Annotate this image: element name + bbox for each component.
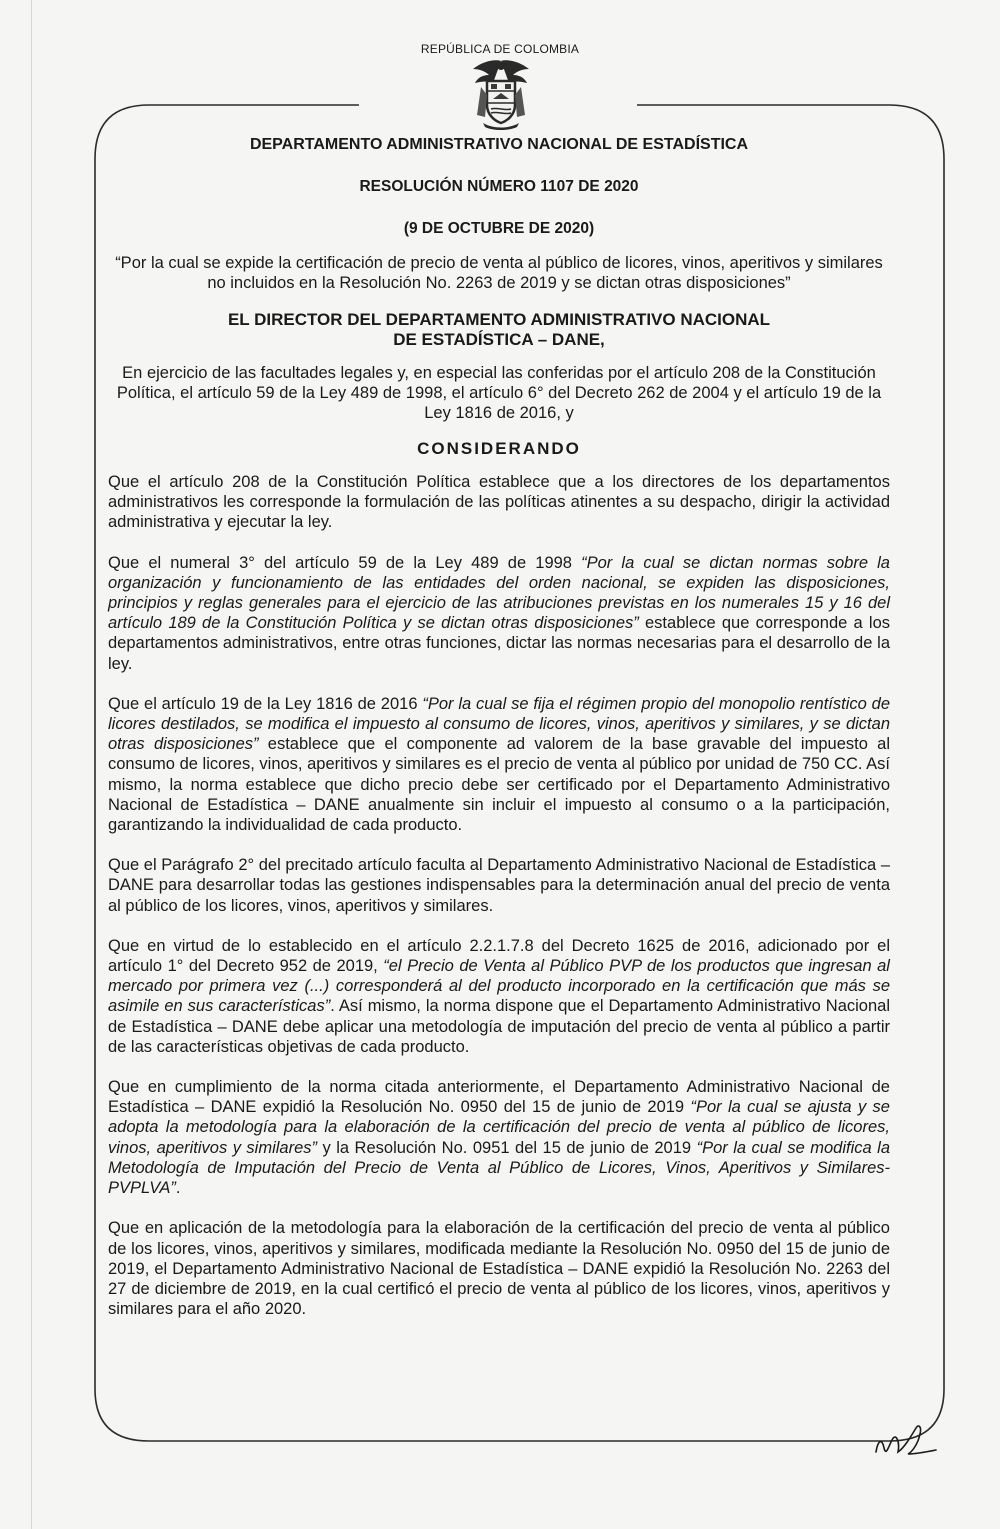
republic-heading: REPÚBLICA DE COLOMBIA [420, 42, 580, 56]
considerando-paragraph-4: Que el Parágrafo 2° del precitado artículo faculta al Departamento Administrativo Nacional de Estadística – DANE para desarrollar todas las gestiones indispensables para la determinación anual del precio de venta al público de los licores, vinos, aperitivos y similares. [108, 856, 890, 915]
considerando-paragraph-2: Que el numeral 3° del artículo 59 de la Ley 489 de 1998 “Por la cual se dictan normas sobre la organización y funcionamiento de las entidades del orden nacional, se expiden las disposiciones, principios y reglas generales para el ejercicio de las atribuciones previstas en los numerales 15 y 16 del artículo 189 de la Constitución Política y se dictan otras disposiciones” establece que corresponde a los departamentos administrativos, entre otras funciones, dictar las normas necesarias para el desarrollo de la ley. [108, 553, 891, 673]
legal-faculties-paragraph: En ejercicio de las facultades legales y, en especial las conferidas por el artículo 208 de la Constitución Política, el artículo 59 de la Ley 489 de 1998, el artículo 6° del Decreto 262 de 2004 y el artículo 19 de la Ley 1816 de 2016, y [116, 364, 882, 422]
considerando-paragraph-6: Que en cumplimiento de la norma citada anteriormente, el Departamento Administrativo Nacional de Estadística – DANE expidió la Resolución No. 0950 del 15 de junio de 2019 “Por la cual se ajusta y se adopta la metodología para la elaboración de la certificación del precio de venta al público de licores, vinos, aperitivos y similares” y la Resolución No. 0951 del 15 de junio de 2019 “Por la cual se modifica la Metodología de Imputación del Precio de Venta al Público de Licores, Vinos, Aperitivos y Similares- PVPLVA”. [108, 1078, 890, 1198]
scan-edge-line [31, 0, 32, 1529]
director-heading-line2: DE ESTADÍSTICA – DANE, [393, 330, 605, 349]
considerando-paragraph-1: Que el artículo 208 de la Constitución Política establece que a los directores de los departamentos administrativos les corresponde la formulación de las políticas atinentes a su despacho, dirigir la actividad administrativa y ejecutar la ley. [108, 473, 890, 532]
document-content [108, 136, 890, 1319]
considerando-paragraph-3: Que el artículo 19 de la Ley 1816 de 2016 “Por la cual se fija el régimen propio del monopolio rentístico de licores destilados, se modifica el impuesto al consumo de licores, vinos, aperitivos y similares, y se dictan otras disposiciones” establece que el componente ad valorem de la base gravable del impuesto al consumo de licores, vinos, aperitivos y similares es el precio de venta al público por unidad de 750 CC. Así mismo, la norma establece que dicho precio debe ser certificado por el Departamento Administrativo Nacional de Estadística – DANE anualmente sin incluir el impuesto al consumo o a la participación, garantizando la individualidad de cada producto. [108, 694, 890, 835]
considerando-paragraph-5: Que en virtud de lo establecido en el artículo 2.2.1.7.8 del Decreto 1625 de 2016, adicionado por el artículo 1° del Decreto 952 de 2019, “el Precio de Venta al Público PVP de los productos que ingresan al mercado por primera vez (...) corresponderá al del producto incorporado en la certificación que más se asimile en sus características”. Así mismo, la norma dispone que el Departamento Administrativo Nacional de Estadística – DANE debe aplicar una metodología de imputación del precio de venta al público a partir de las características objetivas de cada producto. [108, 936, 890, 1056]
director-heading [108, 310, 890, 350]
considerando-paragraph-7: Que en aplicación de la metodología para la elaboración de la certificación del precio de venta al público de los licores, vinos, aperitivos y similares, modificada mediante la Resolución No. 0950 del 15 de junio de 2019, el Departamento Administrativo Nacional de Estadística – DANE expidió la Resolución No. 2263 del 27 de diciembre de 2019, en la cual certificó el precio de venta al público de los licores, vinos, aperitivos y similares para el año 2020. [108, 1219, 890, 1319]
director-heading-line1: EL DIRECTOR DEL DEPARTAMENTO ADMINISTRATIVO NACIONAL [227, 310, 771, 329]
considerando-heading: CONSIDERANDO [417, 439, 581, 458]
resolution-number: RESOLUCIÓN NÚMERO 1107 DE 2020 [359, 178, 639, 195]
resolution-epigraph: “Por la cual se expide la certificación de precio de venta al público de licores, vinos, aperitivos y similares no incluidos en la Resolución No. 2263 de 2019 y se dictan otras disposiciones” [115, 254, 883, 292]
resolution-date: (9 DE OCTUBRE DE 2020) [403, 220, 595, 237]
department-name: DEPARTAMENTO ADMINISTRATIVO NACIONAL DE ESTADÍSTICA [249, 136, 749, 153]
handwritten-initials-icon [870, 1418, 950, 1466]
